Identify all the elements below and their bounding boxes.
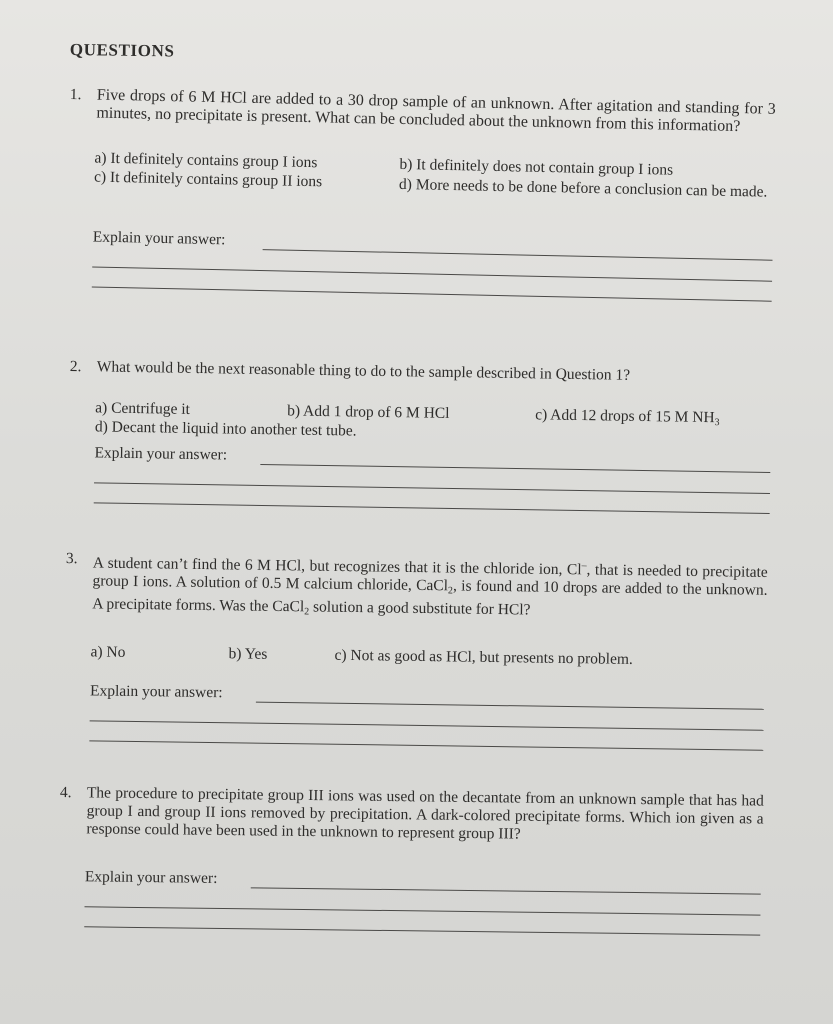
option-a[interactable]: a) No xyxy=(90,643,126,661)
question-text: What would be the next reasonable thing to do to the sample described in Question 1? xyxy=(96,358,631,384)
option-b[interactable]: b) Yes xyxy=(228,645,268,663)
answer-line[interactable] xyxy=(92,287,772,302)
explain-answer-block xyxy=(89,683,766,762)
answer-line[interactable] xyxy=(94,502,770,514)
answer-line[interactable] xyxy=(89,741,763,751)
explain-label: Explain your answer: xyxy=(84,868,218,887)
answer-line[interactable] xyxy=(90,721,764,731)
question-text: Five drops of 6 M HCl are added to a 30 drop sample of an unknown. After agitation and standing for 3 minutes, no precipitate is present. What can be concluded about the unknown from this information? xyxy=(96,86,776,136)
answer-line[interactable] xyxy=(84,906,760,915)
question-text: A student can’t find the 6 M HCl, but recognizes that it is the chloride ion, Cl–, that is needed to precipitate group I ions. A solution of 0.5 M calcium chloride, CaCl$_2$, is found and 10 drops are added to the unknown. A precipitate forms. Was the CaCl$_2$ solution a good substitute for HCl? xyxy=(92,554,768,619)
answer-options xyxy=(93,149,775,243)
question-2-stem xyxy=(70,358,776,387)
explain-label: Explain your answer: xyxy=(94,444,228,464)
option-d[interactable]: d) Decant the liquid into another test tube. xyxy=(94,418,357,440)
explain-label: Explain your answer: xyxy=(89,682,223,702)
question-1-stem xyxy=(69,86,776,137)
question-3-stem xyxy=(65,550,768,628)
explain-label: Explain your answer: xyxy=(92,228,226,249)
answer-line[interactable] xyxy=(94,482,770,494)
explain-answer-block xyxy=(84,868,763,946)
question-number: 3. xyxy=(65,550,78,568)
answer-line[interactable] xyxy=(263,249,773,261)
answer-line[interactable] xyxy=(84,926,760,935)
option-b[interactable]: b) It definitely does not contain group I ions xyxy=(399,155,674,179)
option-c[interactable]: c) Add 12 drops of 15 M $NH_3$ xyxy=(535,406,720,429)
question-number: 2. xyxy=(69,358,82,376)
question-4 xyxy=(58,784,764,947)
option-b[interactable]: b) Add 1 drop of 6 M HCl xyxy=(287,402,450,422)
option-a[interactable]: a) Centrifuge it xyxy=(95,399,191,418)
option-a[interactable]: a) It definitely contains group I ions xyxy=(94,149,318,172)
answer-line[interactable] xyxy=(251,887,761,894)
question-number: 4. xyxy=(59,784,72,802)
answer-options xyxy=(90,643,766,682)
question-3 xyxy=(63,550,768,762)
question-1 xyxy=(66,86,776,313)
answer-line[interactable] xyxy=(92,267,772,282)
question-number: 1. xyxy=(69,86,82,104)
option-c[interactable]: c) Not as good as HCl, but presents no problem. xyxy=(334,646,633,669)
question-4-stem xyxy=(59,784,764,847)
answer-line[interactable] xyxy=(260,464,770,473)
page-title: QUESTIONS xyxy=(69,40,175,61)
question-text: The procedure to precipitate group III ions was used on the decantate from an unknown sample that has had group I and group II ions removed by precipitation. A dark-colored precipitate forms. Which ion given as a response could have been used in the unknown to represent group III? xyxy=(86,784,764,843)
answer-line[interactable] xyxy=(256,702,764,710)
option-d[interactable]: d) More needs to be done before a conclusion can be made. xyxy=(398,175,768,201)
question-2 xyxy=(68,358,776,525)
explain-answer-block xyxy=(94,444,775,525)
option-c[interactable]: c) It definitely contains group II ions xyxy=(93,168,323,191)
explain-answer-block xyxy=(92,229,773,313)
